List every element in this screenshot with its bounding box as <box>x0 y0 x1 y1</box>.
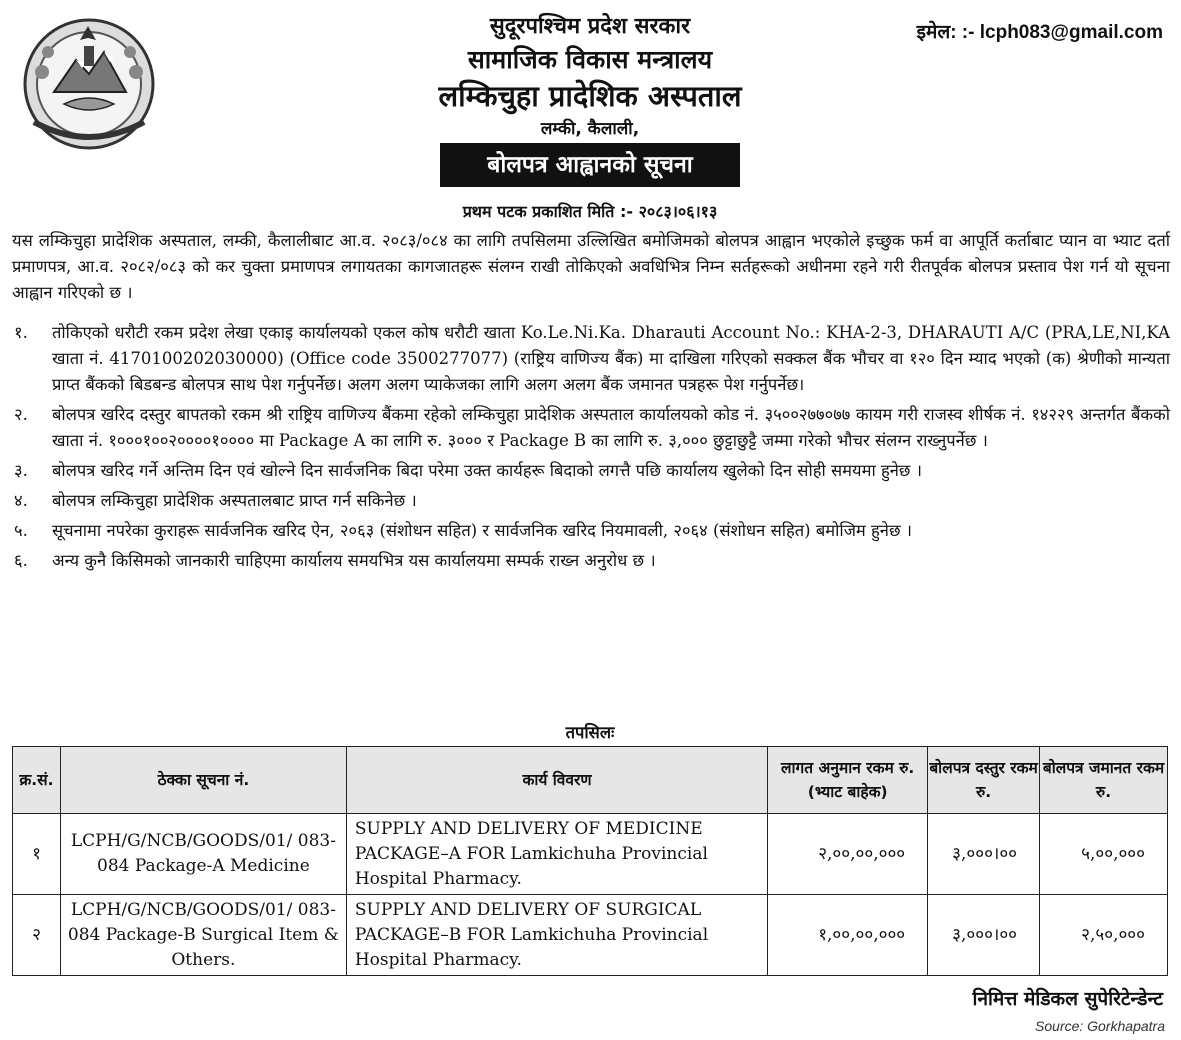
item-number: ३. <box>14 461 28 480</box>
hospital-address: लम्की, कैलाली, <box>540 119 640 139</box>
cell-sn: २ <box>13 895 61 976</box>
intro-paragraph: यस लम्किचुहा प्रादेशिक अस्पताल, लम्की, कैलालीबाट आ.व. २०८३/०८४ का लागि तपसिलमा उल्लिखित बमोजिमको बोलपत्र आह्वान भएकोले इच्छुक फर्म वा आपूर्ति कर्ताबाट प्यान वा भ्याट दर्ता प्रमाणपत्र, आ.व. २०८२/०८३ को कर चुक्ता प्रमाणपत्र लगायतका कागजातहरू संलग्न राखी तोकिएको अवधिभित्र निम्न सर्तहरूको अधीनमा रहने गरी रीतपूर्वक बोलपत्र प्रस्ताव पेश गर्न यो सूचना आह्वान गरिएको छ । <box>12 231 1170 302</box>
list-item <box>12 548 1170 574</box>
col-header-sn: क्र.सं. <box>13 747 61 814</box>
col-header-description: कार्य विवरण <box>346 747 767 814</box>
cell-description: SUPPLY AND DELIVERY OF MEDICINE PACKAGE–A FOR Lamkichuha Provincial Hospital Pharmacy. <box>346 814 767 895</box>
col-header-notice-no: ठेक्का सूचना नं. <box>60 747 346 814</box>
conditions-list <box>12 320 1170 578</box>
list-item <box>12 402 1170 454</box>
item-number: ४. <box>14 491 28 510</box>
cell-notice-no: LCPH/G/NCB/GOODS/01/ 083-084 Package-B Surgical Item & Others. <box>60 895 346 976</box>
item-text: बोलपत्र खरिद दस्तुर बापतको रकम श्री राष्ट्रिय वाणिज्य बैंकमा रहेको लम्किचुहा प्रादेशिक अस्पताल कार्यालयको कोड नं. ३५००२७७०७७ कायम गरी राजस्व शीर्षक नं. १४२२९ अन्तर्गत बैंकको खाता नं. १०००१००२००००१०००० मा Package A का लागि रु. ३००० र Package B का लागि रु. ३,००० छुट्टाछुट्टै जम्मा गरेको भौचर संलग्न राख्नुपर्नेछ । <box>52 405 1170 450</box>
list-item <box>12 488 1170 514</box>
schedule-label: तपसिलः <box>565 723 615 742</box>
list-item <box>12 320 1170 398</box>
notice-title: बोलपत्र आह्वानको सूचना <box>440 143 740 187</box>
cell-notice-no: LCPH/G/NCB/GOODS/01/ 083-084 Package-A Medicine <box>60 814 346 895</box>
table-header-row <box>13 747 1168 814</box>
col-header-bid-fee: बोलपत्र दस्तुर रकम रु. <box>928 747 1040 814</box>
list-item <box>12 518 1170 544</box>
item-number: १. <box>14 323 28 342</box>
cell-cost: २,००,००,००० <box>768 814 928 895</box>
source-credit: Source: Gorkhapatra <box>1035 1018 1165 1034</box>
hospital-name: लम्किचुहा प्रादेशिक अस्पताल <box>438 79 742 113</box>
col-header-bid-security: बोलपत्र जमानत रकम रु. <box>1040 747 1168 814</box>
table-row <box>13 814 1168 895</box>
cell-sn: १ <box>13 814 61 895</box>
cell-fee: ३,०००।०० <box>928 895 1040 976</box>
ministry-name: सामाजिक विकास मन्त्रालय <box>467 45 713 74</box>
cell-description: SUPPLY AND DELIVERY OF SURGICAL PACKAGE–B FOR Lamkichuha Provincial Hospital Pharmacy. <box>346 895 767 976</box>
item-number: ६. <box>14 551 28 570</box>
list-item <box>12 458 1170 484</box>
nepal-emblem-icon <box>14 12 164 152</box>
item-number: २. <box>14 405 28 424</box>
col-header-cost-estimate: लागत अनुमान रकम रु. (भ्याट बाहेक) <box>768 747 928 814</box>
email-address: इमेल: :- lcph083@gmail.com <box>916 22 1163 43</box>
item-text: बोलपत्र लम्किचुहा प्रादेशिक अस्पतालबाट प्राप्त गर्न सकिनेछ । <box>52 491 417 510</box>
province-government: सुदूरपश्चिम प्रदेश सरकार <box>489 14 691 39</box>
publication-date: प्रथम पटक प्रकाशित मिति :- २०८३।०६।१३ <box>462 202 718 221</box>
item-text: अन्य कुनै किसिमको जानकारी चाहिएमा कार्यालय समयभित्र यस कार्यालयमा सम्पर्क राख्न अनुरोध छ । <box>52 551 656 570</box>
tender-table <box>12 746 1168 976</box>
cell-security: ५,००,००० <box>1040 814 1168 895</box>
signature-line: निमित्त मेडिकल सुपेरिटेन्डेन्ट <box>972 988 1163 1010</box>
cell-fee: ३,०००।०० <box>928 814 1040 895</box>
item-text: बोलपत्र खरिद गर्ने अन्तिम दिन एवं खोल्ने दिन सार्वजनिक बिदा परेमा उक्त कार्यहरू बिदाको लगत्तै पछि कार्यालय खुलेको दिन सोही समयमा हुनेछ । <box>52 461 922 480</box>
item-number: ५. <box>14 521 28 540</box>
cell-security: २,५०,००० <box>1040 895 1168 976</box>
cell-cost: १,००,००,००० <box>768 895 928 976</box>
table-row <box>13 895 1168 976</box>
item-text: तोकिएको धरौटी रकम प्रदेश लेखा एकाइ कार्यालयको एकल कोष धरौटी खाता Ko.Le.Ni.Ka. Dharauti Account No.: KHA-2-3, DHARAUTI A/C (PRA,LE,NI,KA खाता नं. 4170100202030000) (Office code 3500277077) (राष्ट्रिय वाणिज्य बैंक) मा दाखिला गरिएको सक्कल बैंक भौचर वा १२० दिन म्याद भएको (क) श्रेणीको मान्यता प्राप्त बैंकको बिडबन्ड बोलपत्र साथ पेश गर्नुपर्नेछ। अलग अलग प्याकेजका लागि अलग अलग बैंक जमानत पत्रहरू पेश गर्नुपर्नेछ। <box>52 323 1170 394</box>
item-text: सूचनामा नपरेका कुराहरू सार्वजनिक खरिद ऐन, २०६३ (संशोधन सहित) र सार्वजनिक खरिद नियमावली, २०६४ (संशोधन सहित) बमोजिम हुनेछ । <box>52 521 913 540</box>
